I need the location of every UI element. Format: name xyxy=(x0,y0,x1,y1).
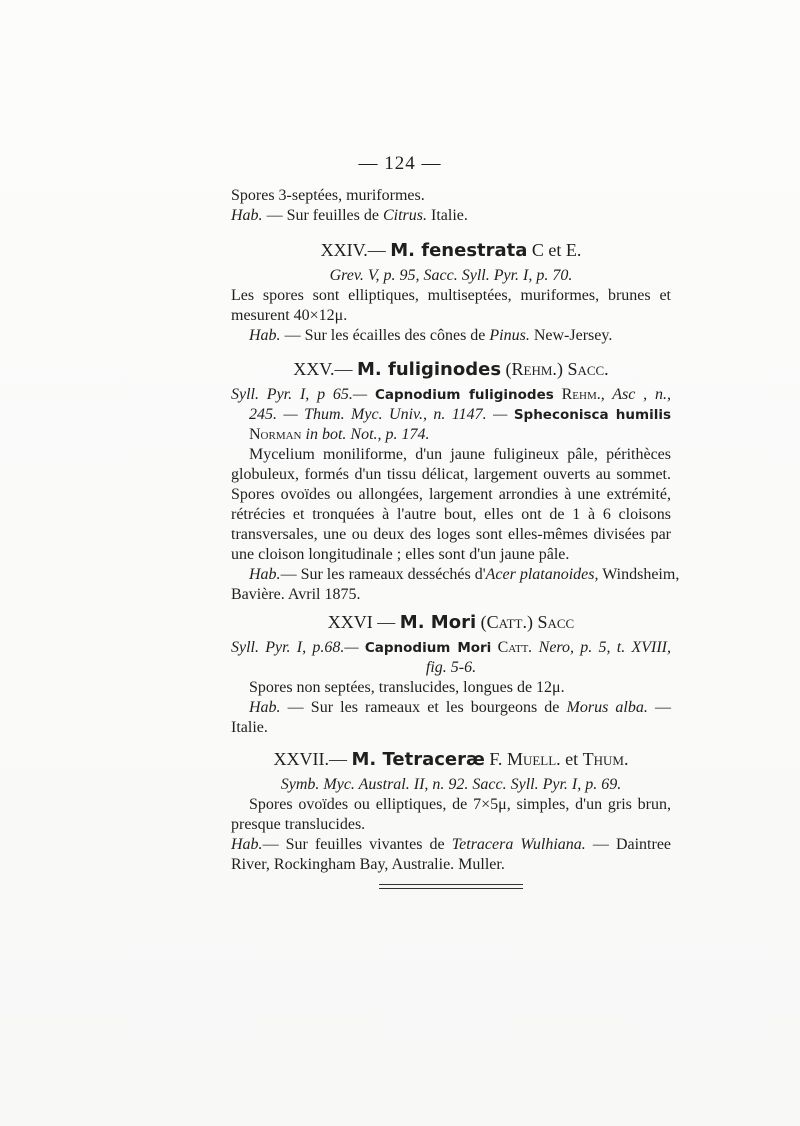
hab-end: Windsheim, xyxy=(598,566,680,583)
hab-text: — Sur feuilles vivantes de xyxy=(262,836,452,853)
entry-description: globuleux, formés d'un tissu délicat, largement ouverts au sommet. xyxy=(231,466,671,483)
hab-text: — Sur les écailles des cônes de xyxy=(280,327,490,344)
authors-part: Catt. xyxy=(486,612,527,632)
entry-habitat: River, Rockingham Bay, Australie. Muller. xyxy=(231,856,505,873)
closing-rule xyxy=(379,884,523,892)
authors-part: Sacc xyxy=(537,612,575,632)
entry-reference: fig. 5-6. xyxy=(425,659,477,676)
intro-habitat xyxy=(231,206,671,226)
synonym: Spheconisca humilis xyxy=(513,407,671,423)
entry-habitat xyxy=(231,326,671,346)
entry-habitat: Bavière. Avril 1875. xyxy=(231,586,361,603)
species-name: M. Tetraceræ xyxy=(351,749,485,770)
authors-part: Sacc. xyxy=(567,359,609,379)
entry-xxiv xyxy=(231,226,671,346)
entry-description: transversales, une ou deux des loges sont elles-mêmes divisées par xyxy=(231,526,671,543)
species-name: M. fenestrata xyxy=(390,240,528,261)
entry-description: Spores ovoïdes ou allongées, largement arrondies à une extrémité, xyxy=(231,486,671,503)
hab-end: Italie. xyxy=(427,207,468,224)
intro-block xyxy=(231,186,671,226)
authors-part: Thum. xyxy=(582,749,629,769)
hab-label: Hab. xyxy=(249,699,281,716)
entry-xxv xyxy=(231,345,680,605)
ref-part: . Nero, p. 5, t. XVIII, xyxy=(528,639,671,656)
entry-number: XXVI — xyxy=(327,612,396,632)
entry-habitat xyxy=(231,698,671,718)
authors-part: Rehm. xyxy=(511,359,557,379)
synonym: Capnodium fuliginodes xyxy=(374,387,554,403)
hab-label: Hab. xyxy=(231,836,263,853)
entry-reference xyxy=(231,385,671,405)
hab-end: — Daintree xyxy=(585,836,672,853)
authors-part: ) xyxy=(526,612,538,632)
entry-description: presque translucides. xyxy=(231,816,366,833)
entry-description: rétrécies et tronquées à l'autre bout, elles ont de 1 à 6 cloisons xyxy=(231,506,671,523)
hab-end: New-Jersey. xyxy=(529,327,613,344)
entry-heading xyxy=(231,357,671,381)
hab-text: — Sur feuilles de xyxy=(262,207,383,224)
intro-line: Spores 3-septées, muriformes. xyxy=(231,187,425,204)
hab-label: Hab. xyxy=(231,207,263,224)
entry-description: une cloison longitudinale ; elles sont d'un jaune pâle. xyxy=(231,546,570,563)
entry-reference xyxy=(231,405,671,425)
entry-reference xyxy=(231,638,671,658)
entry-xxvii xyxy=(231,735,671,875)
entry-habitat: Italie. xyxy=(231,719,268,736)
authors-part: F. xyxy=(484,749,507,769)
rule-line xyxy=(379,884,523,885)
entry-reference xyxy=(231,425,671,445)
ref-part: Syll. Pyr. I, p 65.— xyxy=(231,386,375,403)
ref-part: Catt xyxy=(491,639,529,656)
entry-number: XXIV.— xyxy=(320,240,386,260)
page-number: — 124 — xyxy=(358,153,442,174)
ref-part: 245. — Thum. Myc. Univ., n. 1147. — xyxy=(249,406,514,423)
hab-label: Hab. xyxy=(249,327,281,344)
hab-text: — Sur les rameaux et les bourgeons de xyxy=(280,699,567,716)
entry-heading xyxy=(231,238,671,262)
rule-line xyxy=(379,888,523,889)
authors-part: ( xyxy=(476,612,487,632)
synonym: Capnodium Mori xyxy=(364,640,492,656)
entry-description: Mycelium moniliforme, d'un jaune fuligineux pâle, périthèces xyxy=(249,446,671,463)
entry-heading xyxy=(231,747,671,771)
entry-number: XXV.— xyxy=(293,359,353,379)
hab-host: Tetracera Wulhiana. xyxy=(451,836,586,853)
entry-habitat xyxy=(231,565,680,585)
hab-end: — xyxy=(647,699,672,716)
ref-part: in bot. Not., p. 174. xyxy=(301,426,430,443)
hab-host: Acer platanoides, xyxy=(485,566,599,583)
entry-number: XXVII.— xyxy=(273,749,347,769)
hab-label: Hab. xyxy=(249,566,281,583)
entry-habitat xyxy=(231,835,671,855)
species-name: M. fuliginodes xyxy=(356,359,502,380)
authors-part: ) xyxy=(556,359,568,379)
entry-xxvi xyxy=(231,598,671,738)
ref-part: Syll. Pyr. I, p.68.— xyxy=(231,639,365,656)
hab-host: Citrus. xyxy=(382,207,427,224)
hab-host: Morus alba. xyxy=(566,699,648,716)
entry-description: Spores non septées, translucides, longues de 12μ. xyxy=(249,679,565,696)
hab-host: Pinus. xyxy=(489,327,530,344)
entry-reference: Symb. Myc. Austral. II, n. 92. Sacc. Syll. Pyr. I, p. 69. xyxy=(280,776,622,793)
entry-description: Les spores sont elliptiques, multiseptées, muriformes, brunes et xyxy=(231,287,671,304)
entry-heading xyxy=(231,610,671,634)
ref-part: Rehm. xyxy=(553,386,601,403)
ref-part: , Asc , n., xyxy=(600,386,671,403)
ref-part: Norman xyxy=(249,426,302,443)
authors-part: Muell. xyxy=(506,749,561,769)
hab-text: — Sur les rameaux desséchés d' xyxy=(280,566,486,583)
entry-description: Spores ovoïdes ou elliptiques, de 7×5μ, simples, d'un gris brun, xyxy=(249,796,671,813)
species-name: M. Mori xyxy=(399,612,477,633)
entry-authors: C et E. xyxy=(527,240,582,260)
entry-description: mesurent 40×12μ. xyxy=(231,307,348,324)
authors-part: ( xyxy=(501,359,512,379)
entry-reference: Grev. V, p. 95, Sacc. Syll. Pyr. I, p. 70. xyxy=(329,267,573,284)
authors-part: et xyxy=(560,749,583,769)
